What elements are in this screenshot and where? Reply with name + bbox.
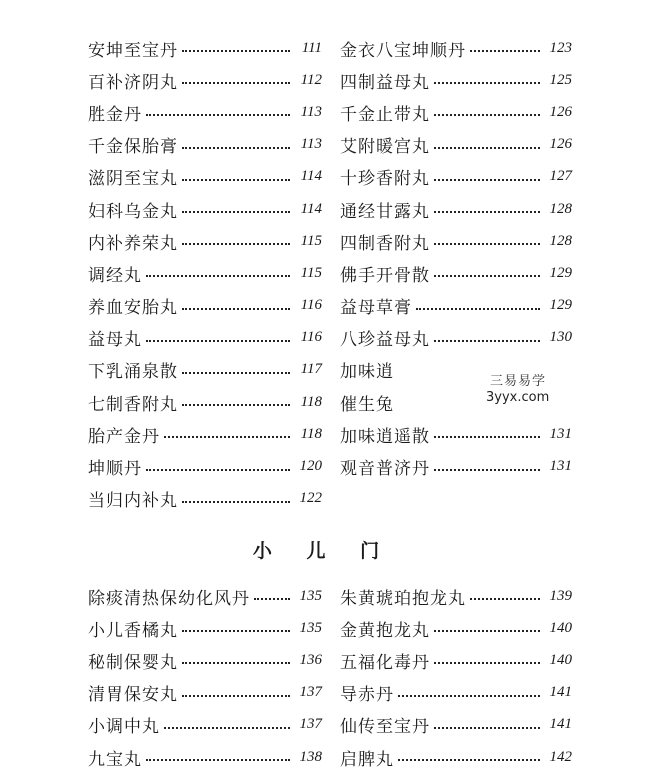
- toc-entry[interactable]: [88, 161, 322, 193]
- dot-leader: [434, 340, 540, 342]
- toc-entry[interactable]: [340, 96, 572, 128]
- toc-entry-title: 催生兔: [340, 394, 394, 415]
- toc-entry-title: 四制香附丸: [340, 233, 430, 254]
- dot-leader: [146, 114, 290, 116]
- toc-entry[interactable]: [340, 225, 572, 257]
- dot-leader: [434, 630, 540, 632]
- toc-entry[interactable]: [88, 322, 322, 354]
- toc-entry[interactable]: [88, 483, 322, 515]
- toc-page-number: 118: [300, 425, 322, 442]
- toc-entry-title: 金黄抱龙丸: [340, 620, 430, 641]
- toc-entry-title: 下乳涌泉散: [88, 362, 178, 383]
- toc-entry-title: 佛手开骨散: [340, 265, 430, 286]
- dot-leader: [182, 404, 290, 406]
- dot-leader: [434, 211, 540, 213]
- dot-leader: [398, 759, 540, 761]
- toc-entry-title: 观音普济丹: [340, 459, 430, 480]
- toc-entry[interactable]: [88, 257, 322, 289]
- toc-page-number: 115: [300, 232, 322, 249]
- toc-entry[interactable]: [88, 32, 322, 64]
- dot-leader: [398, 695, 540, 697]
- toc-page-number: 135: [299, 587, 322, 604]
- toc-entry-title: 调经丸: [88, 265, 142, 286]
- toc-entry[interactable]: [88, 354, 322, 386]
- toc-page-number: 131: [549, 425, 572, 442]
- toc-entry[interactable]: [88, 580, 322, 612]
- toc-entry[interactable]: [340, 64, 572, 96]
- toc-entry[interactable]: [340, 612, 572, 644]
- dot-leader: [146, 275, 290, 277]
- toc-entry[interactable]: [88, 644, 322, 676]
- toc-entry[interactable]: [88, 709, 322, 741]
- toc-column-right: [340, 580, 572, 773]
- toc-entry-title: 滋阴至宝丸: [88, 169, 178, 190]
- toc-page-number: 128: [549, 232, 572, 249]
- toc-entry[interactable]: [88, 129, 322, 161]
- dot-leader: [434, 662, 540, 664]
- toc-entry[interactable]: [340, 709, 572, 741]
- toc-entry-title: 千金保胎膏: [88, 137, 178, 158]
- toc-entry[interactable]: [340, 418, 572, 450]
- toc-entry-title: 秘制保婴丸: [88, 652, 178, 673]
- toc-entry-title: 除痰清热保幼化风丹: [88, 588, 250, 609]
- toc-entry-title: 坤顺丹: [88, 459, 142, 480]
- toc-page-number: 137: [299, 716, 322, 733]
- toc-page-number: 122: [299, 490, 322, 507]
- toc-entry-title: 四制益母丸: [340, 72, 430, 93]
- dot-leader: [434, 243, 540, 245]
- toc-page-number: 127: [549, 168, 572, 185]
- watermark-fade: [408, 364, 470, 414]
- watermark-text: 三易易学: [490, 374, 547, 389]
- toc-entry-title: 加味逍: [340, 362, 394, 383]
- toc-page-number: 125: [549, 71, 572, 88]
- dot-leader: [434, 275, 540, 277]
- toc-page-number: 140: [549, 651, 572, 668]
- toc-entry-title: 朱黄琥珀抱龙丸: [340, 588, 466, 609]
- toc-entry-title: 益母草膏: [340, 298, 412, 319]
- toc-entry-title: 金衣八宝坤顺丹: [340, 40, 466, 61]
- dot-leader: [182, 308, 290, 310]
- dot-leader: [434, 179, 540, 181]
- toc-entry-title: 小调中丸: [88, 717, 160, 738]
- toc-page-number: 117: [300, 361, 322, 378]
- toc-page-number: 141: [549, 684, 572, 701]
- toc-page-number: 139: [549, 587, 572, 604]
- toc-entry[interactable]: [340, 290, 572, 322]
- toc-entry-title: 小儿香橘丸: [88, 620, 178, 641]
- toc-entry[interactable]: [340, 322, 572, 354]
- toc-page-number: 126: [549, 103, 572, 120]
- dot-leader: [182, 501, 290, 503]
- toc-entry[interactable]: [340, 193, 572, 225]
- watermark: [470, 364, 598, 414]
- toc-entry[interactable]: [88, 64, 322, 96]
- toc-entry-title: 八珍益母丸: [340, 330, 430, 351]
- watermark-url: 3yyx.com: [486, 390, 550, 405]
- dot-leader: [254, 598, 290, 600]
- dot-leader: [182, 695, 290, 697]
- toc-entry-title: 安坤至宝丹: [88, 40, 178, 61]
- dot-leader: [182, 243, 290, 245]
- dot-leader: [470, 50, 540, 52]
- toc-page-number: 120: [299, 458, 322, 475]
- toc-entry[interactable]: [88, 96, 322, 128]
- toc-entry-title: 妇科乌金丸: [88, 201, 178, 222]
- toc-entry[interactable]: [88, 677, 322, 709]
- toc-column-left: [88, 32, 322, 515]
- toc-entry-title: 十珍香附丸: [340, 169, 430, 190]
- toc-page-number: 137: [299, 684, 322, 701]
- toc-entry[interactable]: [340, 129, 572, 161]
- toc-page-number: 140: [549, 619, 572, 636]
- dot-leader: [434, 114, 540, 116]
- toc-page-number: 141: [549, 716, 572, 733]
- toc-entry[interactable]: [340, 257, 572, 289]
- dot-leader: [434, 436, 540, 438]
- toc-entry-title: 当归内补丸: [88, 491, 178, 512]
- toc-page-number: 136: [299, 651, 322, 668]
- toc-entry-title: 通经甘露丸: [340, 201, 430, 222]
- toc-page-number: 116: [300, 297, 322, 314]
- dot-leader: [470, 598, 540, 600]
- toc-entry[interactable]: [88, 290, 322, 322]
- dot-leader: [182, 211, 290, 213]
- dot-leader: [182, 630, 290, 632]
- dot-leader: [182, 82, 290, 84]
- dot-leader: [434, 82, 540, 84]
- dot-leader: [182, 662, 290, 664]
- toc-entry-title: 启脾丸: [340, 749, 394, 770]
- toc-entry[interactable]: [88, 450, 322, 482]
- toc-entry[interactable]: [340, 161, 572, 193]
- toc-entry-title: 艾附暖宫丸: [340, 137, 430, 158]
- toc-entry[interactable]: [340, 450, 572, 482]
- toc-entry-title: 清胃保安丸: [88, 685, 178, 706]
- toc-entry-title: 五福化毒丹: [340, 652, 430, 673]
- toc-entry-title: 导赤丹: [340, 685, 394, 706]
- toc-page-number: 113: [300, 136, 322, 153]
- toc-entry[interactable]: [88, 193, 322, 225]
- toc-page-number: 114: [300, 200, 322, 217]
- dot-leader: [182, 147, 290, 149]
- toc-entry-title: 九宝丸: [88, 749, 142, 770]
- toc-entry[interactable]: [88, 418, 322, 450]
- toc-entry[interactable]: [340, 677, 572, 709]
- toc-page-number: 138: [299, 748, 322, 765]
- toc-page-number: 118: [300, 393, 322, 410]
- toc-entry[interactable]: [340, 32, 572, 64]
- toc-entry-title: 加味逍遥散: [340, 426, 430, 447]
- toc-entry-title: 胎产金丹: [88, 426, 160, 447]
- dot-leader: [434, 147, 540, 149]
- toc-page-number: 112: [300, 71, 322, 88]
- toc-entry[interactable]: [88, 612, 322, 644]
- toc-entry[interactable]: [88, 386, 322, 418]
- toc-entry[interactable]: [340, 580, 572, 612]
- toc-page-number: 114: [300, 168, 322, 185]
- toc-entry-title: 养血安胎丸: [88, 298, 178, 319]
- section-title: 小 儿 门: [252, 540, 394, 562]
- dot-leader: [434, 727, 540, 729]
- dot-leader: [146, 759, 290, 761]
- toc-entry[interactable]: [88, 741, 322, 773]
- toc-page-number: 131: [549, 458, 572, 475]
- toc-page-number: 135: [299, 619, 322, 636]
- toc-entry[interactable]: [340, 741, 572, 773]
- toc-page-number: 116: [300, 329, 322, 346]
- dot-leader: [146, 340, 290, 342]
- toc-page-number: 142: [549, 748, 572, 765]
- dot-leader: [164, 727, 290, 729]
- dot-leader: [146, 469, 290, 471]
- dot-leader: [182, 372, 290, 374]
- toc-column-left: [88, 580, 322, 773]
- dot-leader: [164, 436, 290, 438]
- toc-page-number: 130: [549, 329, 572, 346]
- toc-page-number: 129: [549, 297, 572, 314]
- toc-page-number: 126: [549, 136, 572, 153]
- dot-leader: [182, 50, 290, 52]
- dot-leader: [182, 179, 290, 181]
- dot-leader: [434, 469, 540, 471]
- toc-entry-title: 百补济阴丸: [88, 72, 178, 93]
- toc-page-number: 123: [549, 39, 572, 56]
- toc-entry-title: 千金止带丸: [340, 104, 430, 125]
- toc-entry[interactable]: [88, 225, 322, 257]
- dot-leader: [416, 308, 540, 310]
- toc-entry[interactable]: [340, 644, 572, 676]
- toc-page-number: 115: [300, 264, 322, 281]
- toc-page-number: 113: [300, 103, 322, 120]
- toc-entry-title: 仙传至宝丹: [340, 717, 430, 738]
- toc-column-right: [340, 32, 572, 483]
- toc-entry-title: 内补养荣丸: [88, 233, 178, 254]
- toc-page-number: 128: [549, 200, 572, 217]
- toc-page-number: 129: [549, 264, 572, 281]
- toc-entry-title: 胜金丹: [88, 104, 142, 125]
- toc-entry-title: 益母丸: [88, 330, 142, 351]
- toc-entry-title: 七制香附丸: [88, 394, 178, 415]
- toc-page-number: 111: [301, 39, 322, 56]
